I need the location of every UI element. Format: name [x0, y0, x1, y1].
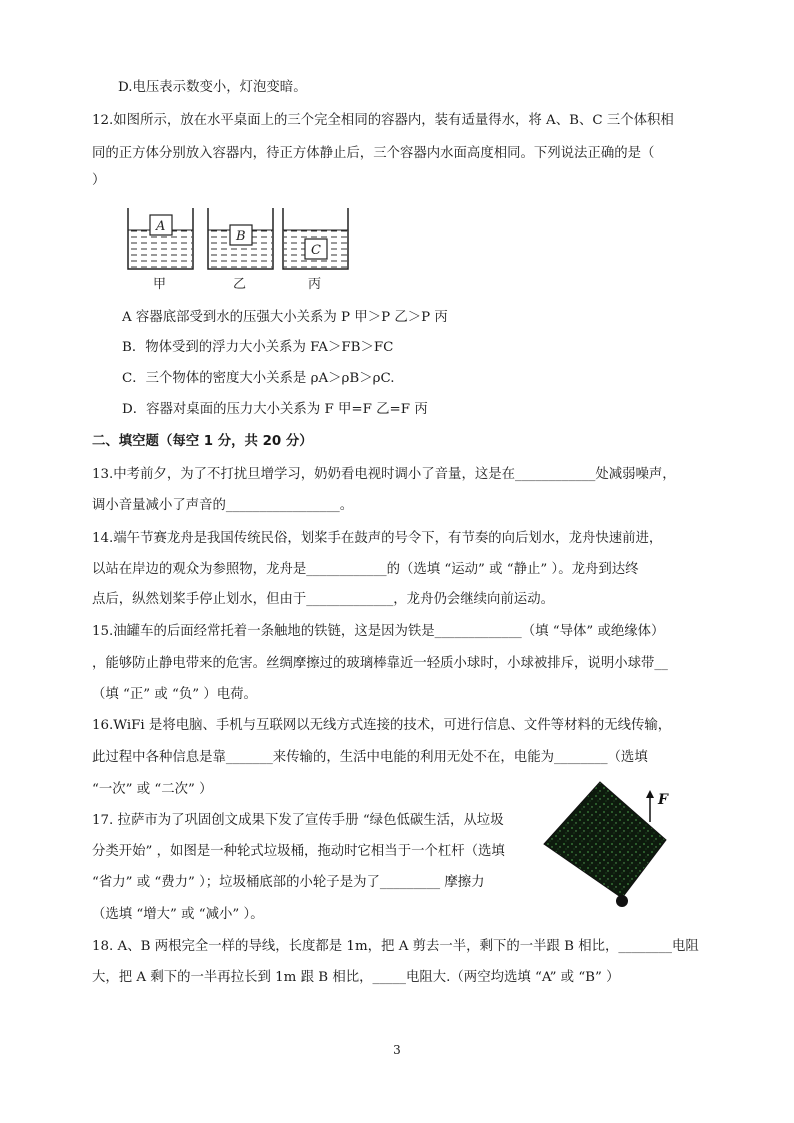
- q13-line2: 调小音量减小了声音的_________________。: [92, 498, 354, 513]
- label-yi: 乙: [233, 277, 247, 292]
- svg-text:A: A: [156, 219, 166, 234]
- svg-text:B: B: [236, 229, 246, 244]
- label-jia: 甲: [153, 277, 167, 292]
- q15-line1: 15.油罐车的后面经常托着一条触地的铁链，这是因为铁是_____________（填 “导体” 或绝缘体）: [92, 624, 665, 639]
- section2-heading: 二、填空题（每空 1 分，共 20 分）: [92, 434, 313, 449]
- container-bing: [283, 208, 348, 269]
- q12-stem-line2: 同的正方体分别放入容器内，待正方体静止后，三个容器内水面高度相同。下列说法正确的是（: [92, 146, 655, 161]
- trash-bin-wheel: [616, 895, 628, 907]
- q16-line2: 此过程中各种信息是靠_______来传输的，生活中电能的利用无处不在，电能为________（选填: [92, 750, 648, 765]
- q17-line3: “省力” 或 “费力” ）；垃圾桶底部的小轮子是为了_________ 摩擦力: [92, 875, 485, 890]
- q18-line2: 大，把 A 剩下的一半再拉长到 1m 跟 B 相比，_____电阻大.（两空均选填 “A” 或 “B” ）: [92, 970, 620, 985]
- q12-option-b: B．物体受到的浮力大小关系为 FA＞FB＞FC: [122, 340, 394, 355]
- q16-line3: “一次” 或 “二次” ）: [92, 782, 213, 797]
- q12-option-a: A 容器底部受到水的压强大小关系为 P 甲＞P 乙＞P 丙: [122, 310, 448, 325]
- q15-line3: （填 “正” 或 “负” ）电荷。: [92, 687, 257, 702]
- q12-option-c: C．三个物体的密度大小关系是 ρA＞ρB＞ρC.: [122, 371, 395, 386]
- force-label: F: [658, 792, 668, 808]
- q16-line1: 16.WiFi 是将电脑、手机与互联网以无线方式连接的技术，可进行信息、文件等材料的无线传输，: [92, 718, 672, 733]
- q17-line1: 17. 拉萨市为了巩固创文成果下发了宣传手册 “绿色低碳生活，从垃圾: [92, 813, 504, 828]
- q14-line3: 点后，纵然划桨手停止划水，但由于_____________，龙舟仍会继续向前运动。: [92, 592, 554, 607]
- container-jia: [128, 208, 193, 269]
- q14-line1: 14.端午节赛龙舟是我国传统民俗，划桨手在鼓声的号令下，有节奏的向后划水，龙舟快速前进，: [92, 531, 663, 546]
- q11-option-d: D.电压表示数变小，灯泡变暗。: [118, 80, 307, 95]
- q12-containers-figure: [120, 204, 355, 294]
- page-number: 3: [393, 1043, 401, 1057]
- q12-option-d: D．容器对桌面的压力大小关系为 F 甲=F 乙=F 丙: [122, 402, 428, 417]
- q17-line2: 分类开始” ，如图是一种轮式垃圾桶，拖动时它相当于一个杠杆（选填: [92, 844, 505, 859]
- trash-bin-body: [544, 782, 666, 898]
- q12-stem-line3: ）: [92, 173, 106, 188]
- q13-line1: 13.中考前夕，为了不打扰旦增学习，奶奶看电视时调小了音量，这是在____________处减弱噪声，: [92, 467, 676, 482]
- q17-trash-bin-figure: [538, 778, 678, 913]
- label-bing: 丙: [308, 277, 322, 292]
- q12-stem-line1: 12.如图所示，放在水平桌面上的三个完全相同的容器内，装有适量得水，将 A、B、C 三个体积相: [92, 113, 674, 128]
- q15-line2: ，能够防止静电带来的危害。丝绸摩擦过的玻璃棒靠近一轻质小球时，小球被排斥，说明小球带__: [92, 656, 668, 671]
- force-arrow-icon: [646, 790, 654, 822]
- q17-line4: （选填 “增大” 或 “减小” ）。: [92, 907, 264, 922]
- container-yi: [208, 208, 273, 269]
- svg-text:C: C: [311, 243, 321, 258]
- q18-line1: 18. A、B 两根完全一样的导线，长度都是 1m，把 A 剪去一半，剩下的一半跟 B 相比，________电阻: [92, 939, 699, 954]
- q14-line2: 以站在岸边的观众为参照物，龙舟是____________的（选填 “运动” 或 “静止” ）。龙舟到达终: [92, 562, 639, 577]
